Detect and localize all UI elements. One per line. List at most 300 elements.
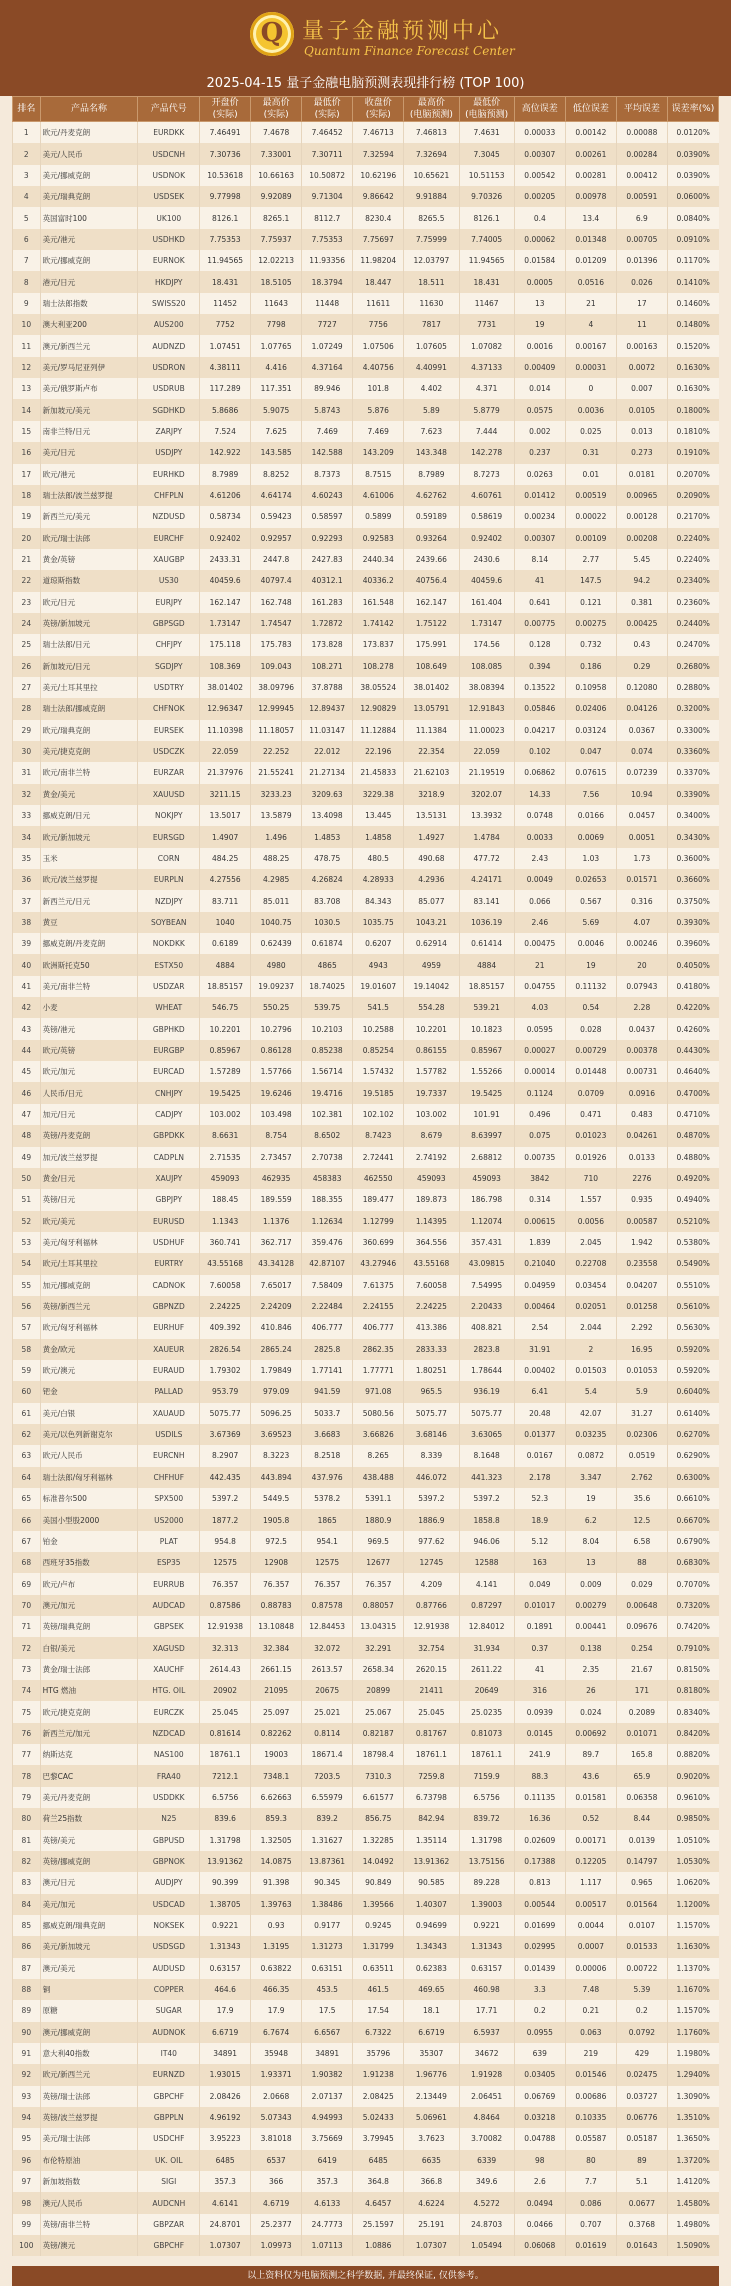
table-cell: 4.40991 [404,357,459,378]
table-cell: 0.00587 [616,1211,667,1232]
table-cell: 新加坡元/美元 [40,399,138,420]
table-cell: 18671.4 [302,1744,353,1765]
table-cell: 0.483 [616,1104,667,1125]
table-cell: 0.01377 [514,1424,565,1445]
table-cell: 61 [13,1403,41,1424]
table-row [13,2000,719,2021]
table-cell: 1.55266 [459,1061,514,1082]
table-cell: 1.73 [616,848,667,869]
table-cell: 0.0437 [616,1018,667,1039]
table-cell: 20902 [200,1680,251,1701]
table-cell: 0.11132 [565,976,616,997]
table-cell: 165.8 [616,1744,667,1765]
table-cell: 0.01258 [616,1296,667,1317]
table-cell: N25 [138,1808,200,1829]
table-cell: 143.348 [404,442,459,463]
table-cell: US30 [138,570,200,591]
table-cell: 8.7989 [404,464,459,485]
table-cell: 19003 [251,1744,302,1765]
table-cell: EURHUF [138,1317,200,1338]
table-cell: 0.935 [616,1189,667,1210]
table-cell: 0.21 [565,2000,616,2021]
table-cell: 0.02306 [616,1424,667,1445]
table-cell: 88.3 [514,1765,565,1786]
table-cell: 0.03235 [565,1424,616,1445]
table-cell: 2.08425 [353,2086,404,2107]
table-cell: 972.5 [251,1531,302,1552]
table-cell: 0.02653 [565,869,616,890]
table-cell: 黄豆 [40,912,138,933]
table-cell: 2.24225 [404,1296,459,1317]
table-cell: 101.91 [459,1104,514,1125]
table-cell: 挪威克朗/瑞典克朗 [40,1915,138,1936]
table-cell: 7.3045 [459,143,514,164]
table-cell: 加元/日元 [40,1104,138,1125]
table-cell: 挪威克朗/丹麦克朗 [40,933,138,954]
table-cell: 1.117 [565,1872,616,1893]
table-cell: 25.191 [404,2214,459,2235]
table-cell: 59 [13,1360,41,1381]
table-row [13,1189,719,1210]
table-cell: 3.81018 [251,2128,302,2149]
table-cell: XAUJPY [138,1168,200,1189]
table-cell: 4.96192 [200,2107,251,2128]
table-cell: 1.93015 [200,2064,251,2085]
table-cell: 2.24155 [353,1296,404,1317]
table-cell: 0.0044 [565,1915,616,1936]
table-cell: 0.87586 [200,1595,251,1616]
table-cell: 19 [565,954,616,975]
table-cell: 黄金/英镑 [40,549,138,570]
table-cell: 0.2170% [667,506,718,527]
table-cell: 1.39566 [353,1894,404,1915]
table-cell: 11630 [404,293,459,314]
table-cell: USDILS [138,1424,200,1445]
table-cell: 85 [13,1915,41,1936]
table-cell: 65.9 [616,1765,667,1786]
table-header-row [13,97,719,122]
table-cell: 1.57766 [251,1061,302,1082]
table-cell: 19.01607 [353,976,404,997]
table-cell: 1.91928 [459,2064,514,2085]
table-cell: 83 [13,1872,41,1893]
table-cell: 1.75122 [404,613,459,634]
column-header: 产品名称 [40,97,138,122]
table-cell: SWISS20 [138,293,200,314]
table-cell: 1.31273 [302,1936,353,1957]
column-header: 高位误差 [514,97,565,122]
table-cell: 89.228 [459,1872,514,1893]
table-cell: 0.0007 [565,1936,616,1957]
table-cell: 瑞士法郎/匈牙利福林 [40,1467,138,1488]
table-row [13,485,719,506]
table-cell: 11467 [459,293,514,314]
table-cell: 40312.1 [302,570,353,591]
table-cell: 97 [13,2171,41,2192]
table-row [13,1979,719,2000]
column-header: 低位误差 [565,97,616,122]
table-cell: 美元/土耳其里拉 [40,677,138,698]
table-cell: 142.588 [302,442,353,463]
table-cell: 25.097 [251,1701,302,1722]
table-cell: 7.75999 [404,229,459,250]
table-cell: 0.59189 [404,506,459,527]
table-cell: 109.043 [251,656,302,677]
table-cell: 0.013 [616,421,667,442]
table-cell: EURJPY [138,592,200,613]
table-cell: 美元/南非兰特 [40,976,138,997]
table-cell: 0.00128 [616,506,667,527]
table-row [13,1339,719,1360]
table-cell: 欧洲斯托克50 [40,954,138,975]
table-row [13,122,719,144]
table-cell: 8.2907 [200,1445,251,1466]
table-cell: 0.002 [514,421,565,442]
table-row [13,677,719,698]
table-cell: 0.2340% [667,570,718,591]
table-cell: USDCAD [138,1894,200,1915]
table-cell: 357.3 [302,2171,353,2192]
table-cell: 0.00208 [616,528,667,549]
table-cell: 189.477 [353,1189,404,1210]
table-cell: 478.75 [302,848,353,869]
table-cell: 19.6246 [251,1082,302,1103]
table-cell: 18.431 [200,271,251,292]
table-cell: 35948 [251,2043,302,2064]
table-row [13,1787,719,1808]
table-row [13,848,719,869]
table-cell: 31.91 [514,1339,565,1360]
table-cell: XAUGBP [138,549,200,570]
table-cell: 409.392 [200,1317,251,1338]
table-cell: 32.313 [200,1637,251,1658]
table-cell: EURGBP [138,1040,200,1061]
table-cell: CHFJPY [138,634,200,655]
table-cell: 16.36 [514,1808,565,1829]
table-cell: 859.3 [251,1808,302,1829]
column-header: 排名 [13,97,41,122]
table-cell: 0.3960% [667,933,718,954]
table-cell: 0.04959 [514,1275,565,1296]
table-cell: 0.00205 [514,186,565,207]
table-cell: 6.2 [565,1509,616,1530]
table-cell: 0.61874 [302,933,353,954]
table-cell: 挪威克朗/日元 [40,805,138,826]
table-cell: 0 [565,378,616,399]
table-cell: 8265.1 [251,207,302,228]
table-cell: 0.07615 [565,762,616,783]
table-cell: 0.81073 [459,1723,514,1744]
table-cell: 98 [514,2150,565,2171]
table-cell: 37 [13,890,41,911]
table-cell: 6339 [459,2150,514,2171]
table-row [13,399,719,420]
table-row [13,271,719,292]
table-cell: 0.1910% [667,442,718,463]
table-cell: XAGUSD [138,1637,200,1658]
table-cell: 南非兰特/日元 [40,421,138,442]
table-cell: 2.22484 [302,1296,353,1317]
table-cell: 31.934 [459,1637,514,1658]
table-cell: 7.469 [353,421,404,442]
table-cell: 0.63157 [200,1958,251,1979]
table-cell: 2.70738 [302,1147,353,1168]
table-cell: 42 [13,997,41,1018]
table-cell: 0.1630% [667,378,718,399]
table-cell: 19 [13,506,41,527]
table-cell: 0.01448 [565,1061,616,1082]
table-cell: 4.37133 [459,357,514,378]
table-row [13,1573,719,1594]
table-cell: 7.4678 [251,122,302,144]
table-cell: 2.46 [514,912,565,933]
table-cell: 7.75353 [302,229,353,250]
table-cell: GBPNZD [138,1296,200,1317]
table-cell: 40459.6 [459,570,514,591]
table-cell: 21.19519 [459,762,514,783]
table-cell: 0.00648 [616,1595,667,1616]
table-cell: 38.01402 [404,677,459,698]
table-cell: 0.0005 [514,271,565,292]
table-cell: AUDJPY [138,1872,200,1893]
table-cell: 0.237 [514,442,565,463]
table-cell: 8.7373 [302,464,353,485]
table-row [13,1275,719,1296]
table-row [13,1680,719,1701]
column-header: 误差率(%) [667,97,718,122]
table-cell: 3.68146 [404,1424,459,1445]
table-cell: 0.6300% [667,1467,718,1488]
table-cell: 欧元/波兰兹罗提 [40,869,138,890]
table-cell: 32.754 [404,1637,459,1658]
table-cell: 44 [13,1040,41,1061]
table-cell: 1858.8 [459,1509,514,1530]
table-cell: 0.4940% [667,1189,718,1210]
table-row [13,250,719,271]
table-cell: 0.8820% [667,1744,718,1765]
table-cell: 357.431 [459,1232,514,1253]
table-cell: 175.118 [200,634,251,655]
table-cell: 18.85157 [459,976,514,997]
table-cell: 1.1630% [667,1936,718,1957]
table-cell: 0.88783 [251,1595,302,1616]
table-cell: 1.91238 [353,2064,404,2085]
table-cell: 0.3660% [667,869,718,890]
table-cell: 43.55168 [404,1253,459,1274]
table-row [13,613,719,634]
table-cell: EURCHF [138,528,200,549]
table-row [13,890,719,911]
table-cell: 6.41 [514,1381,565,1402]
table-row [13,1851,719,1872]
table-cell: 7798 [251,314,302,335]
table-cell: 3.79945 [353,2128,404,2149]
table-cell: 7259.8 [404,1765,459,1786]
table-cell: 4.37164 [302,357,353,378]
table-cell: 0.00519 [565,485,616,506]
table-cell: 1.3720% [667,2150,718,2171]
table-cell: 21411 [404,1680,459,1701]
table-cell: 2.43 [514,848,565,869]
table-cell: 3.70082 [459,2128,514,2149]
table-cell: 0.63151 [302,1958,353,1979]
table-cell: 175.783 [251,634,302,655]
table-cell: 6 [13,229,41,250]
table-cell: 0.3390% [667,784,718,805]
table-cell: 72 [13,1637,41,1658]
table-cell: 0.8340% [667,1701,718,1722]
table-cell: 38.01402 [200,677,251,698]
table-cell: 1.557 [565,1189,616,1210]
table-cell: 408.821 [459,1317,514,1338]
table-cell: 5096.25 [251,1403,302,1424]
table-cell: USDRUB [138,378,200,399]
table-cell: 0.4050% [667,954,718,975]
table-cell: 69 [13,1573,41,1594]
table-cell: 359.476 [302,1232,353,1253]
table-row [13,1467,719,1488]
table-cell: 7.54995 [459,1275,514,1296]
table-cell: 0.03405 [514,2064,565,2085]
table-cell: 英镑/新西兰元 [40,1296,138,1317]
table-cell: 32.072 [302,1637,353,1658]
table-cell: 413.386 [404,1317,459,1338]
table-cell: 欧元/南非兰特 [40,762,138,783]
table-cell: 68 [13,1552,41,1573]
column-header: 开盘价 (实际) [200,97,251,122]
table-cell: 0.5490% [667,1253,718,1274]
table-cell: 0.6040% [667,1381,718,1402]
table-cell: GBPHKD [138,1018,200,1039]
table-cell: UK. OIL [138,2150,200,2171]
table-cell: 英镑/美元 [40,1830,138,1851]
table-cell: 0.6140% [667,1403,718,1424]
table-cell: 0.0955 [514,2022,565,2043]
table-cell: 0.31 [565,442,616,463]
table-cell: 8.339 [404,1445,459,1466]
table-cell: 51 [13,1189,41,1210]
table-cell: 1.839 [514,1232,565,1253]
table-cell: 3211.15 [200,784,251,805]
table-cell: 0.58597 [302,506,353,527]
table-cell: 0.00088 [616,122,667,144]
table-cell: 0.1410% [667,271,718,292]
table-cell: 0.2680% [667,656,718,677]
table-cell: 26 [565,1680,616,1701]
table-cell: 0.85967 [459,1040,514,1061]
table-cell: 英镑/新加坡元 [40,613,138,634]
table-cell: 25.2377 [251,2214,302,2235]
table-cell: 102.381 [302,1104,353,1125]
table-cell: 77 [13,1744,41,1765]
table-cell: 欧元/港元 [40,464,138,485]
table-cell: 25.0235 [459,1701,514,1722]
table-cell: 0.00722 [616,1958,667,1979]
table-cell: 442.435 [200,1467,251,1488]
table-cell: 新西兰元/日元 [40,890,138,911]
table-cell: 94 [13,2107,41,2128]
table-cell: 19 [514,314,565,335]
table-cell: 842.94 [404,1808,459,1829]
table-cell: 13 [13,378,41,399]
table-cell: 438.488 [353,1467,404,1488]
table-row [13,1488,719,1509]
table-cell: 0.028 [565,1018,616,1039]
table-row [13,762,719,783]
table-cell: 0.00731 [616,1061,667,1082]
table-row [13,1830,719,1851]
table-cell: 16.95 [616,1339,667,1360]
table-cell: 25 [13,634,41,655]
table-cell: 10.66163 [251,165,302,186]
table-cell: 3.75669 [302,2128,353,2149]
table-cell: 103.002 [200,1104,251,1125]
table-cell: 5 [13,207,41,228]
table-cell: 4980 [251,954,302,975]
table-cell: 0.0916 [616,1082,667,1103]
table-cell: 357.3 [200,2171,251,2192]
table-cell: 0.63157 [459,1958,514,1979]
table-cell: 1.4858 [353,826,404,847]
table-cell: 7.46452 [302,122,353,144]
table-cell: 78 [13,1765,41,1786]
table-row [13,1701,719,1722]
table-cell: 0.04207 [616,1275,667,1296]
table-cell: 18.511 [404,271,459,292]
table-cell: 欧元/人民币 [40,1445,138,1466]
table-cell: 541.5 [353,997,404,1018]
table-cell: 0.9245 [353,1915,404,1936]
table-cell: 1.79849 [251,1360,302,1381]
table-cell: 0.2 [514,2000,565,2021]
table-cell: 黄金/瑞士法郎 [40,1659,138,1680]
table-cell: 0.0263 [514,464,565,485]
table-cell: 0.01581 [565,1787,616,1808]
table-cell: 0.732 [565,634,616,655]
table-cell: 0.0910% [667,229,718,250]
table-row [13,1509,719,1530]
table-cell: 13.5879 [251,805,302,826]
table-cell: 8112.7 [302,207,353,228]
table-cell: 0.4180% [667,976,718,997]
table-cell: 3.66826 [353,1424,404,1445]
table-cell: 5.45 [616,549,667,570]
table-cell: 469.65 [404,1979,459,2000]
table-cell: 1880.9 [353,1509,404,1530]
table-cell: 459093 [200,1168,251,1189]
table-cell: EURZAR [138,762,200,783]
table-cell: 5075.77 [459,1403,514,1424]
table-row [13,2214,719,2235]
table-cell: 76.357 [302,1573,353,1594]
table-cell: 1.1370% [667,1958,718,1979]
table-cell: IT40 [138,2043,200,2064]
table-cell: 1.12634 [302,1211,353,1232]
table-cell: 66 [13,1509,41,1530]
table-cell: 4.27556 [200,869,251,890]
table-cell: 2.24225 [200,1296,251,1317]
table-cell: 8.265 [353,1445,404,1466]
table-cell: 0.03218 [514,2107,565,2128]
table-cell: 0.00464 [514,1296,565,1317]
table-cell: 3.95223 [200,2128,251,2149]
table-cell: 62 [13,1424,41,1445]
table-cell: 6.7674 [251,2022,302,2043]
table-cell: 2.74192 [404,1147,459,1168]
table-cell: 0.02609 [514,1830,565,1851]
table-cell: US2000 [138,1509,200,1530]
table-cell: 0.10335 [565,2107,616,2128]
